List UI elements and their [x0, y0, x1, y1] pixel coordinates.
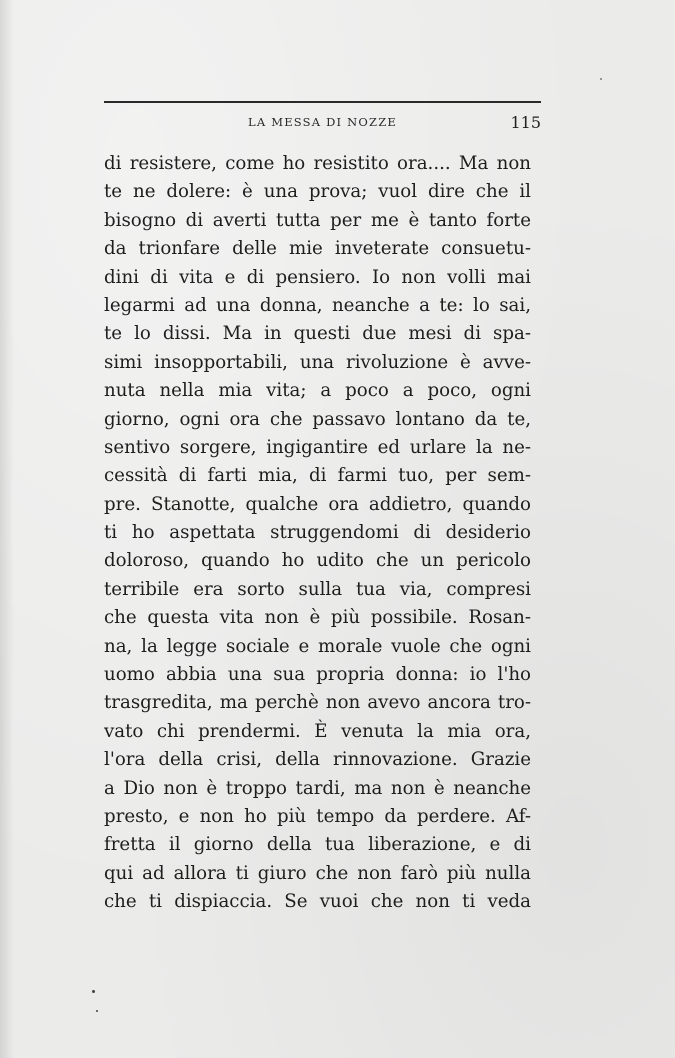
text-line: simi insopportabili, una rivoluzione è avve-: [104, 351, 531, 373]
text-line: pre. Stanotte, qualche ora addietro, quando: [104, 493, 531, 515]
text-line: te ne dolere: è una prova; vuol dire che il: [104, 181, 531, 203]
text-line: doloroso, quando ho udito che un pericolo: [104, 550, 531, 572]
page-number: 115: [510, 113, 541, 132]
text-line: di resistere, come ho resistito ora.... Ma non: [104, 153, 531, 174]
text-line: l'ora della crisi, della rinnovazione. Grazie: [104, 749, 531, 771]
text-line: fretta il giorno della tua liberazione, e di: [104, 834, 531, 856]
text-line: ti ho aspettata struggendomi di desiderio: [104, 522, 531, 544]
text-line: a Dio non è troppo tardi, ma non è neanche: [104, 777, 531, 799]
text-line: che questa vita non è più possibile. Rosan-: [104, 607, 531, 629]
text-line: sentivo sorgere, ingigantire ed urlare la ne-: [104, 436, 531, 458]
text-line: giorno, ogni ora che passavo lontano da te,: [104, 408, 531, 430]
header-rule: [104, 101, 541, 103]
text-line: che ti dispiaccia. Se vuoi che non ti veda: [104, 891, 531, 913]
text-line: presto, e non ho più tempo da perdere. Af-: [104, 805, 531, 827]
body-text: [104, 150, 531, 917]
text-line: uomo abbia una sua propria donna: io l'ho: [104, 664, 531, 686]
paper-speck: [600, 78, 602, 80]
text-line: nuta nella mia vita; a poco a poco, ogni: [104, 380, 531, 402]
text-line: cessità di farti mia, di farmi tuo, per sem-: [104, 465, 531, 487]
text-line: bisogno di averti tutta per me è tanto forte: [104, 209, 531, 231]
page-gutter-shadow: [0, 0, 14, 1058]
text-line: trasgredita, ma perchè non avevo ancora tro-: [104, 692, 531, 714]
text-line: dini di vita e di pensiero. Io non volli mai: [104, 266, 531, 288]
paper-speck: [96, 1010, 98, 1012]
text-line: qui ad allora ti giuro che non farò più nulla: [104, 862, 531, 884]
paper-speck: [92, 990, 95, 993]
text-line: te lo dissi. Ma in questi due mesi di spa-: [104, 323, 531, 345]
text-line: legarmi ad una donna, neanche a te: lo sai,: [104, 294, 531, 316]
text-line: vato chi prendermi. È venuta la mia ora,: [104, 720, 531, 742]
text-line: da trionfare delle mie inveterate consuetu-: [104, 238, 531, 260]
text-line: na, la legge sociale e morale vuole che ogni: [104, 635, 531, 657]
running-title: LA MESSA DI NOZZE: [248, 115, 397, 129]
text-line: terribile era sorto sulla tua via, compresi: [104, 578, 531, 600]
